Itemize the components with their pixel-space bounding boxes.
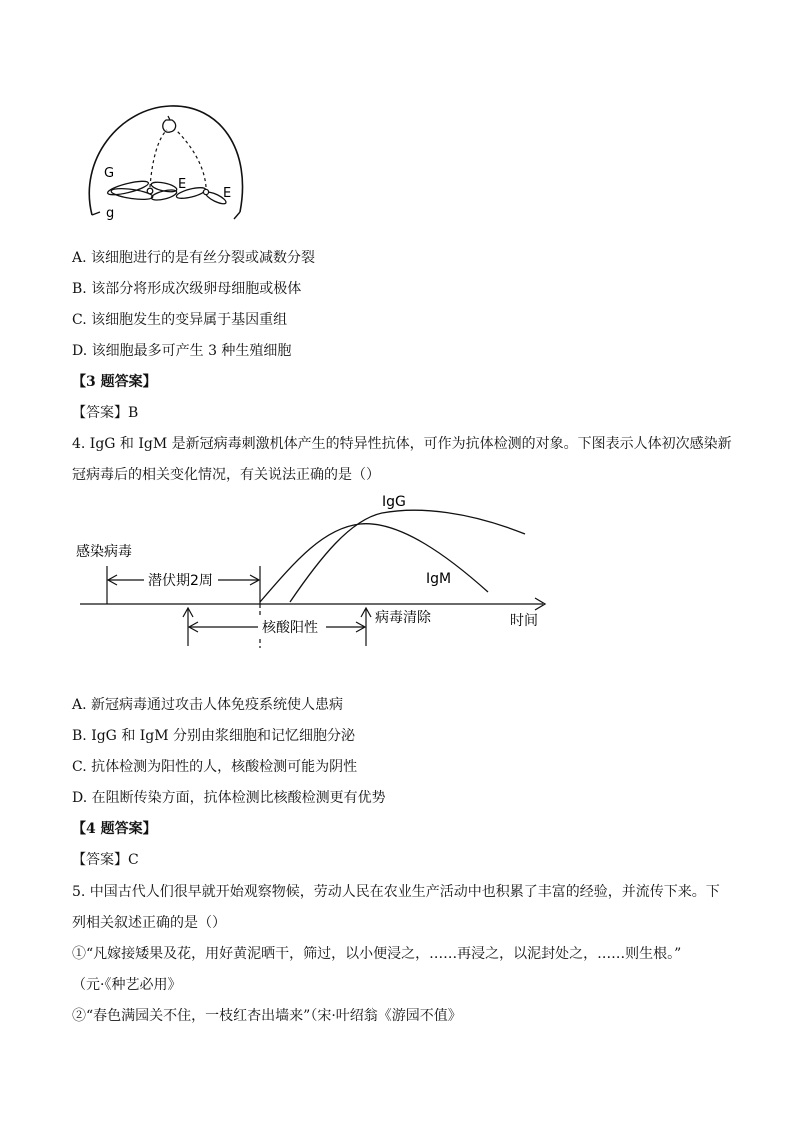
antibody-timeline-figure bbox=[0, 488, 794, 658]
igm-label: IgM bbox=[426, 571, 452, 587]
cell-division-figure bbox=[80, 100, 260, 230]
label-e-second: E bbox=[223, 186, 232, 201]
time-label: 时间 bbox=[510, 613, 538, 629]
q4-option-c: C. 抗体检测为阳性的人，核酸检测可能为阴性 bbox=[72, 759, 358, 775]
incubation-label: 潜伏期2周 bbox=[148, 573, 213, 589]
label-g-lower: g bbox=[106, 206, 115, 221]
q3-option-d: D. 该细胞最多可产生 3 种生殖细胞 bbox=[72, 343, 292, 359]
igg-label: IgG bbox=[382, 494, 406, 510]
q4-option-d: D. 在阻断传染方面，抗体检测比核酸检测更有优势 bbox=[72, 790, 386, 806]
chromosome-arm bbox=[150, 188, 177, 202]
q5-item1-line1: ①“凡嫁接矮果及花，用好黄泥晒干，筛过，以小便浸之，……再浸之，以泥封处之，……则生根。” bbox=[72, 946, 682, 962]
q4-answer: 【答案】C bbox=[72, 852, 139, 868]
igm-curve bbox=[260, 524, 488, 602]
igg-curve bbox=[290, 510, 525, 602]
q3-option-b: B. 该部分将形成次级卵母细胞或极体 bbox=[72, 281, 302, 297]
q5-stem-line2: 列相关叙述正确的是（） bbox=[72, 915, 226, 931]
q4-option-b: B. IgG 和 IgM 分别由浆细胞和记忆细胞分泌 bbox=[72, 728, 356, 744]
infection-label: 感染病毒 bbox=[76, 544, 132, 560]
q5-item1-line2: （元·《种艺必用》 bbox=[72, 977, 182, 993]
cell-membrane-tail-left bbox=[92, 212, 100, 215]
q4-stem-line2: 冠病毒后的相关变化情况，有关说法正确的是（） bbox=[72, 467, 380, 483]
q4-answer-header: 【4 题答案】 bbox=[72, 821, 157, 837]
nucleic-positive-label: 核酸阳性 bbox=[262, 620, 318, 636]
q3-answer: 【答案】B bbox=[72, 405, 139, 421]
centrosome-shape bbox=[163, 116, 176, 132]
q4-stem-line1: 4. IgG 和 IgM 是新冠病毒刺激机体产生的特异性抗体，可作为抗体检测的对象。下图表示人体初次感染新 bbox=[72, 436, 732, 452]
centromere bbox=[147, 188, 153, 194]
label-g-upper: G bbox=[104, 166, 115, 181]
q3-option-c: C. 该细胞发生的变异属于基因重组 bbox=[72, 312, 288, 328]
centromere bbox=[203, 189, 208, 194]
label-e-first: E bbox=[178, 177, 187, 192]
chromosome-arm bbox=[107, 179, 150, 198]
q5-item2: ②“春色满园关不住，一枝红杏出墙来”（宋·叶绍翁《游园不值》 bbox=[72, 1008, 462, 1024]
cell-membrane-tail-right bbox=[234, 212, 240, 219]
q4-option-a: A. 新冠病毒通过攻击人体免疫系统使人患病 bbox=[72, 697, 344, 713]
q3-answer-header: 【3 题答案】 bbox=[72, 374, 157, 390]
chromosome-arm bbox=[150, 180, 177, 193]
virus-cleared-label: 病毒清除 bbox=[375, 610, 431, 626]
q3-option-a: A. 该细胞进行的是有丝分裂或减数分裂 bbox=[72, 250, 316, 266]
q5-stem-line1: 5. 中国古代人们很早就开始观察物候，劳动人民在农业生产活动中也积累了丰富的经验，并流传下来。下 bbox=[72, 884, 720, 900]
